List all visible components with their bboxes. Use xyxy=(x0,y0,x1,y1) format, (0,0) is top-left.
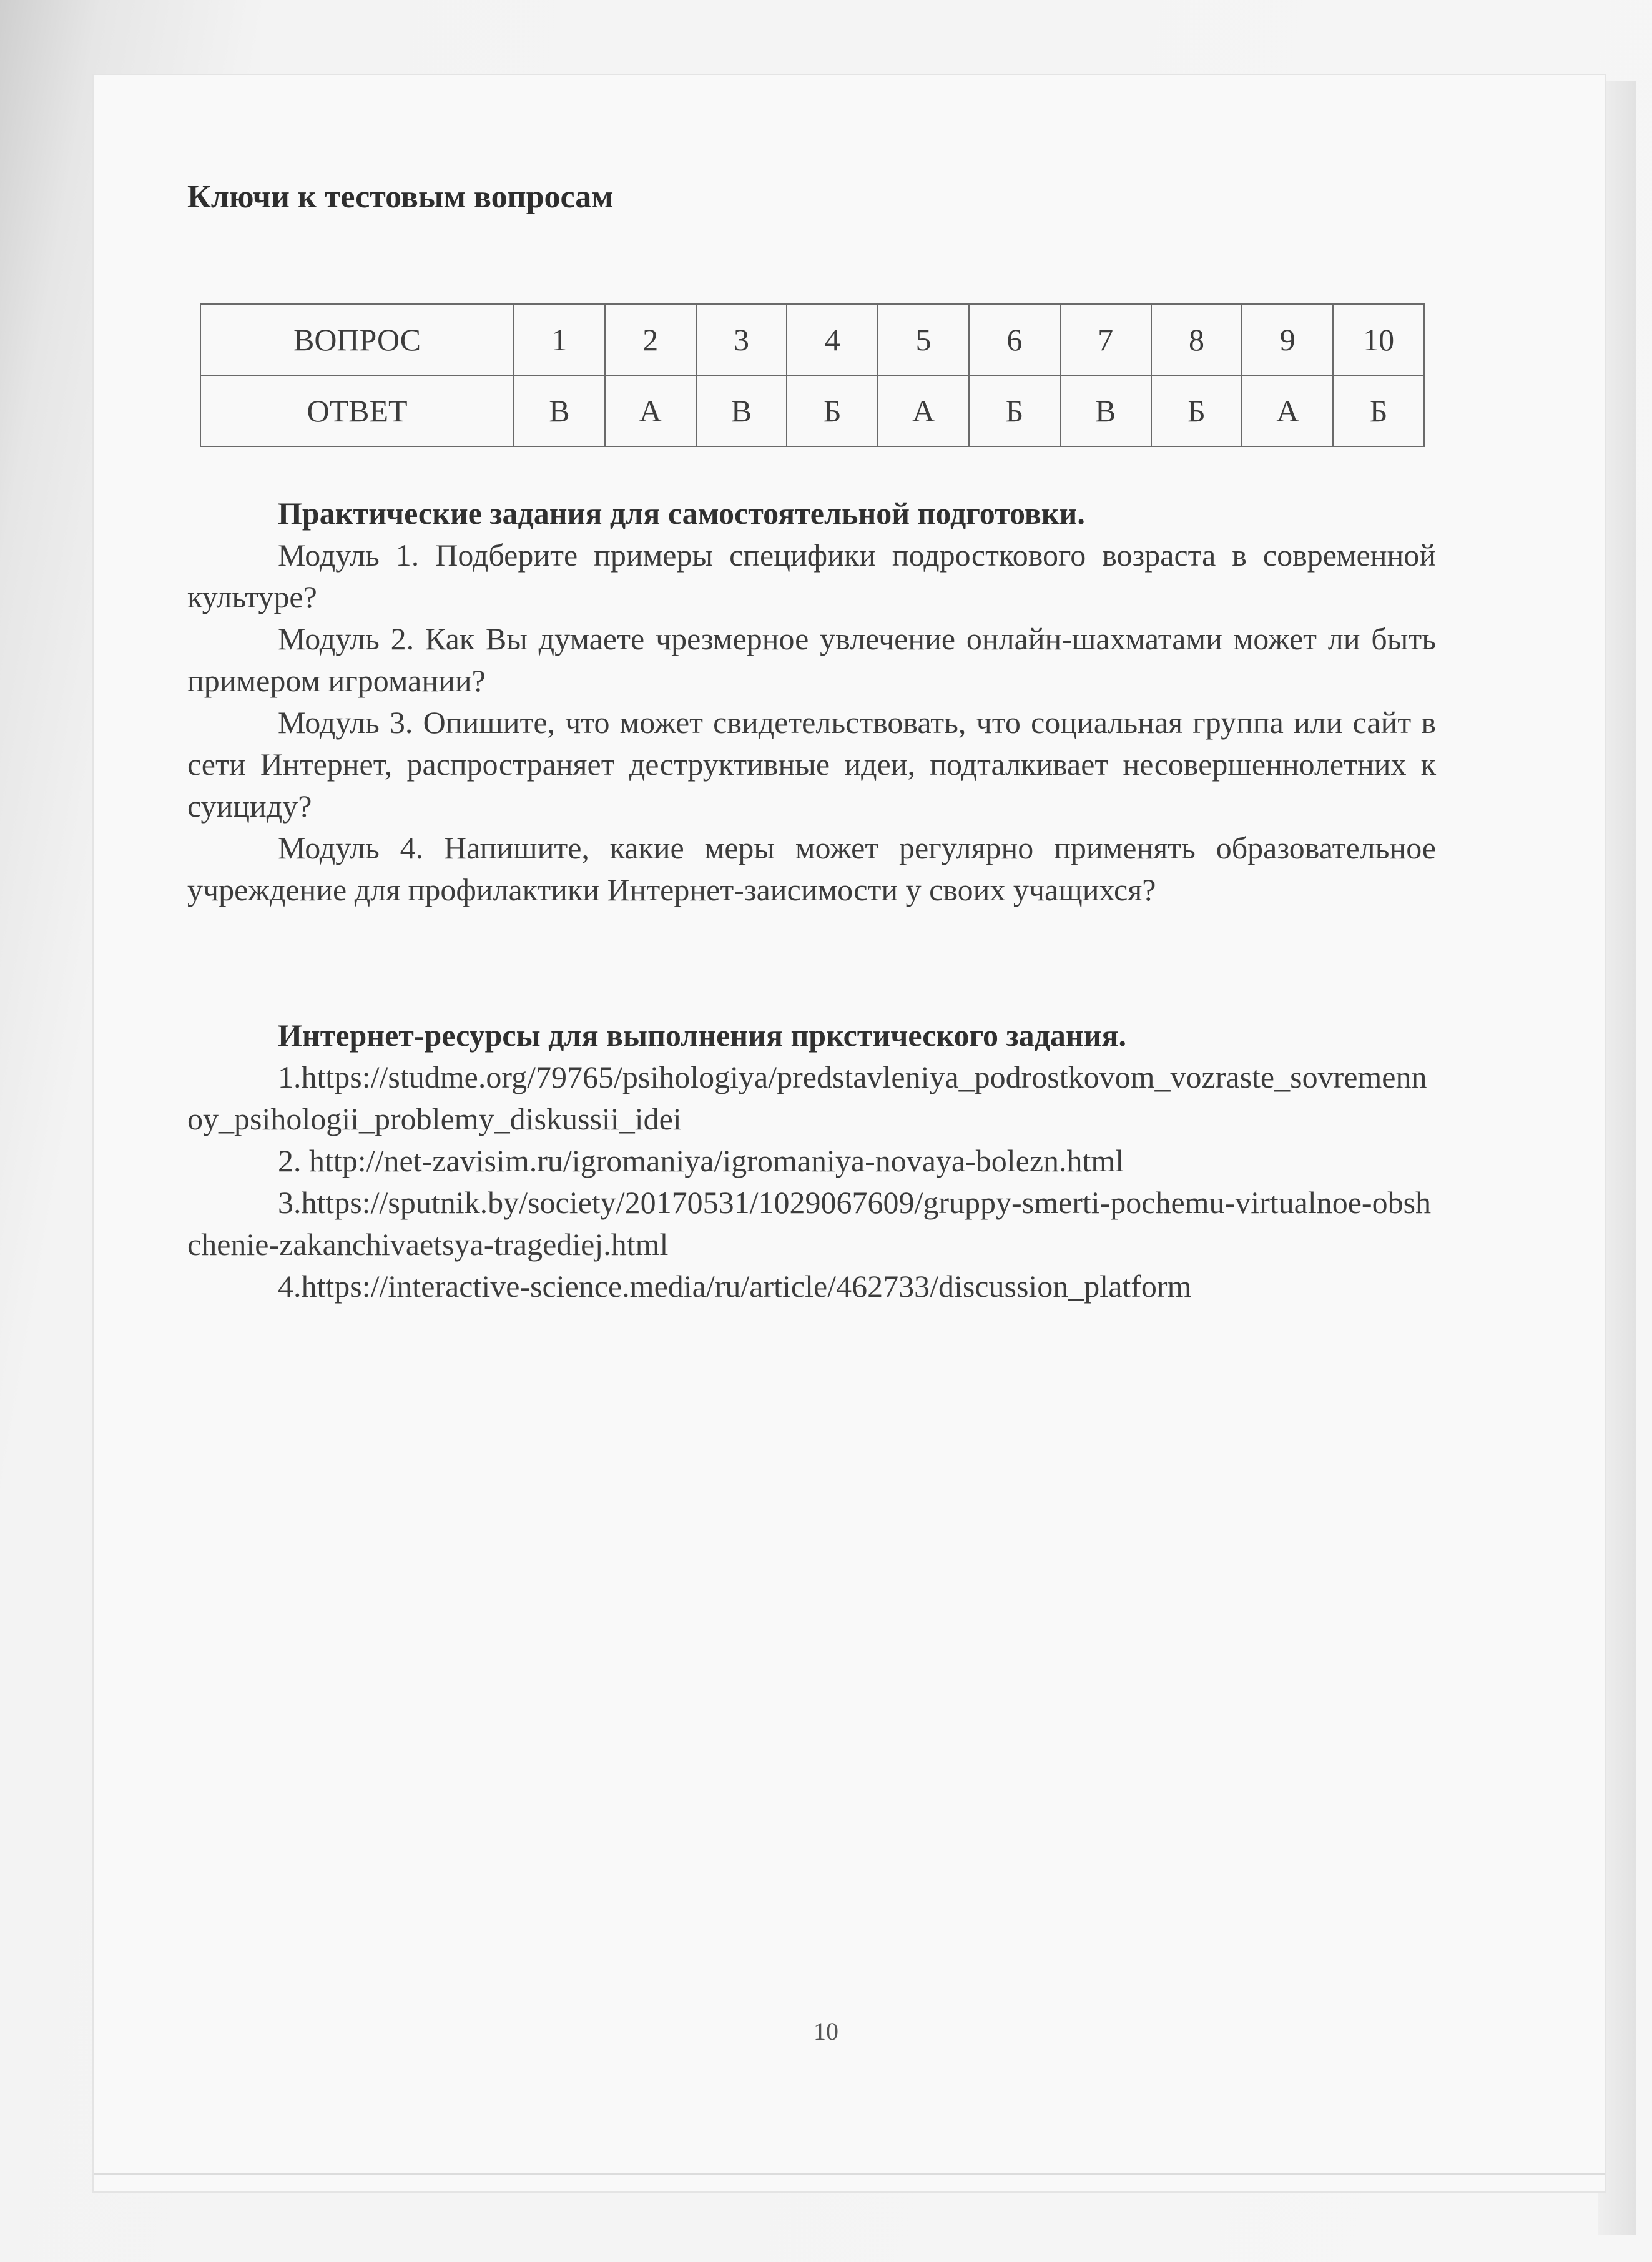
answer-cell: А xyxy=(878,375,969,446)
question-cell: 6 xyxy=(969,304,1060,375)
answer-key-table xyxy=(200,303,1425,447)
module-1-text: Модуль 1. Подберите примеры специфики подросткового возраста в современной культуре? xyxy=(187,538,1436,614)
page-number: 10 xyxy=(814,2017,838,2045)
answer-row xyxy=(200,375,1424,446)
question-cell: 8 xyxy=(1151,304,1242,375)
question-header-cell: ВОПРОС xyxy=(200,304,514,375)
page-heading: Ключи к тестовым вопросам xyxy=(187,179,614,215)
answer-cell: Б xyxy=(969,375,1060,446)
question-cell: 4 xyxy=(787,304,878,375)
question-cell: 3 xyxy=(696,304,787,375)
resource-link-3[interactable]: 3.https://sputnik.by/society/20170531/1029067609/gruppy-smerti-pochemu-virtualnoe-obshchenie-zakanchivaetsya-tragediej.html xyxy=(187,1185,1432,1262)
answer-cell: В xyxy=(696,375,787,446)
answer-cell: Б xyxy=(1333,375,1424,446)
question-cell: 9 xyxy=(1242,304,1333,375)
answer-cell: А xyxy=(1242,375,1333,446)
resource-link-2[interactable]: 2. http://net-zavisim.ru/igromaniya/igromaniya-novaya-bolezn.html xyxy=(278,1143,1124,1178)
answer-cell: Б xyxy=(1151,375,1242,446)
module-4-text: Модуль 4. Напишите, какие меры может регулярно применять образовательное учреждение для профилактики Интернет-заисимости у своих учащихся? xyxy=(187,830,1436,907)
question-cell: 1 xyxy=(514,304,605,375)
answer-cell: Б xyxy=(787,375,878,446)
resource-link-1[interactable]: 1.https://studme.org/79765/psihologiya/predstavleniya_podrostkovom_vozraste_sovremennoy_psihologii_problemy_diskussii_idei xyxy=(187,1060,1427,1136)
question-row xyxy=(200,304,1424,375)
question-cell: 2 xyxy=(605,304,696,375)
answer-cell: В xyxy=(514,375,605,446)
question-cell: 5 xyxy=(878,304,969,375)
practical-tasks-title: Практические задания для самостоятельной подготовки. xyxy=(278,496,1085,531)
resource-link-4[interactable]: 4.https://interactive-science.media/ru/article/462733/discussion_platform xyxy=(278,1269,1192,1304)
question-cell: 7 xyxy=(1060,304,1151,375)
answer-header-cell: ОТВЕТ xyxy=(200,375,514,446)
answer-cell: В xyxy=(1060,375,1151,446)
page-bottom-edge xyxy=(94,2173,1605,2175)
internet-resources-title: Интернет-ресурсы для выполнения пркстического задания. xyxy=(278,1018,1127,1053)
question-cell: 10 xyxy=(1333,304,1424,375)
answer-cell: А xyxy=(605,375,696,446)
module-2-text: Модуль 2. Как Вы думаете чрезмерное увлечение онлайн-шахматами может ли быть примером игромании? xyxy=(187,621,1436,698)
module-3-text: Модуль 3. Опишите, что может свидетельствовать, что социальная группа или сайт в сети Интернет, распространяет деструктивные идеи, подталкивает несовершеннолетних к суициду? xyxy=(187,705,1436,824)
